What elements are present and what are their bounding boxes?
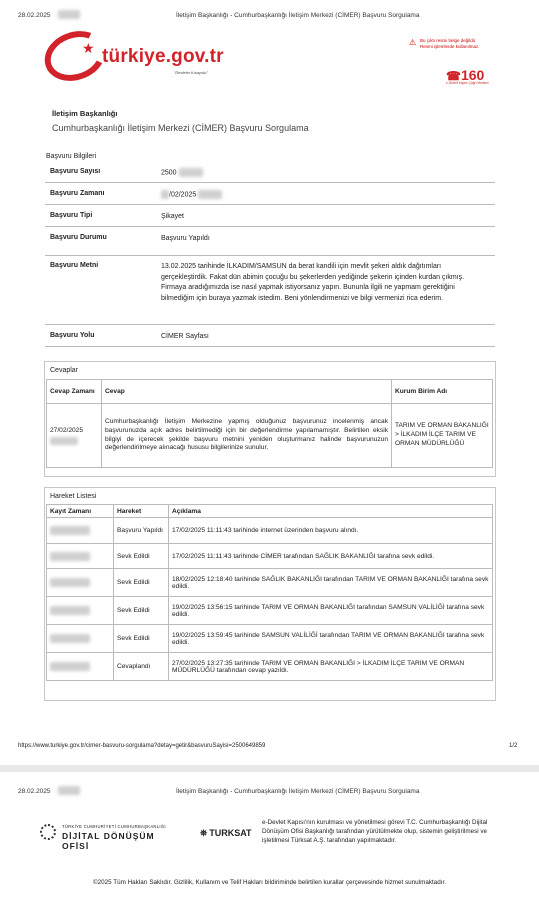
section-title-info: Başvuru Bilgileri [46,153,97,160]
warning-notice [409,38,497,50]
table-row [47,518,493,544]
digital-office-logo [40,822,180,858]
info-key: Başvuru Durumu [50,234,107,241]
info-value: Başvuru Yapıldı [161,235,210,242]
info-row-time [45,184,495,205]
info-key: Başvuru Sayısı [50,168,101,175]
edevlet-info-text: e-Devlet Kapısı'nın kurulması ve yönetilmesi görevi T.C. Cumhurbaşkanlığı Dijital Dönüşüm Ofisi Başkanlığı tarafından yürütülmekte olup, sistemin geliştirilmesi ve işletilmesi Türksat A.Ş. tarafından yapılmaktadır. [262,819,488,845]
table-row [47,544,493,569]
org-subtitle: Cumhurbaşkanlığı İletişim Merkezi (CİMER) Başvuru Sorgulama [52,123,309,133]
info-row-channel [45,326,495,347]
call-center-number: 160 [460,67,485,83]
redacted-block [50,552,90,561]
record-time-cell [47,653,114,681]
table-row [47,653,493,681]
action-cell: Başvuru Yapıldı [114,518,169,544]
redacted-block [50,526,90,535]
action-cell: Sevk Edildi [114,625,169,653]
info-row-type [45,206,495,227]
warning-line-1: Bu çıktı resmi belge değildir. [420,38,477,43]
description-cell: 17/02/2025 11:11:43 tarihinde internet üzerinden başvuru alındı. [169,518,493,544]
digital-office-line-2: DİJİTAL DÖNÜŞÜM OFİSİ [62,831,155,851]
turksat-logo [200,828,252,839]
info-value: Şikayet [161,213,184,220]
page-number: 1/2 [509,743,518,749]
logo-slogan: "Devletin Kısayolu" [174,70,208,75]
action-cell: Sevk Edildi [114,569,169,597]
col-description: Açıklama [169,505,493,518]
answers-table [46,379,493,468]
info-row-status [45,228,495,256]
col-answer: Cevap [102,380,392,404]
table-header-row [47,380,493,404]
action-cell: Sevk Edildi [114,544,169,569]
description-cell: 19/02/2025 13:56:15 tarihinde TARIM VE ORMAN BAKANLIĞI tarafından SAMSUN VALİLİĞİ tarafına sevk edildi. [169,597,493,625]
record-time-cell [47,544,114,569]
org-title: İletişim Başkanlığı [52,109,118,118]
record-time-cell [47,518,114,544]
digital-office-line-1: TÜRKİYE CUMHURİYETİ CUMHURBAŞKANLIĞI [62,824,166,829]
movements-table [46,504,493,681]
table-row [47,569,493,597]
info-key: Başvuru Metni [50,262,99,269]
header-date: 28.02.2025 [18,12,51,19]
description-cell: 17/02/2025 11:11:43 tarihinde CİMER tarafından SAĞLIK BAKANLIĞI tarafına sevk edildi. [169,544,493,569]
info-value: /02/2025 [161,190,489,201]
redacted-block [161,190,169,199]
description-cell: 18/02/2025 12:18:40 tarihinde SAĞLIK BAKANLIĞI tarafından TARIM VE ORMAN BAKANLIĞI tarafına sevk edildi. [169,569,493,597]
redacted-block [50,634,90,643]
record-time-cell [47,597,114,625]
table-header-row [47,505,493,518]
movements-panel [44,487,496,701]
col-record-time: Kayıt Zamanı [47,505,114,518]
phone-icon: ☎ [446,69,461,83]
turksat-satellite-icon: ⛯ [200,828,208,838]
record-time-cell [47,625,114,653]
redacted-block [50,578,90,587]
call-center-badge [446,67,489,85]
info-key: Başvuru Yolu [50,332,95,339]
action-cell: Cevaplandı [114,653,169,681]
info-row-number [45,162,495,183]
redacted-block [50,662,90,671]
turksat-text: TURKSAT [209,828,252,838]
copyright-text: ©2025 Tüm Hakları Saklıdır. Gizlilik, Kullanım ve Telif Hakları bildiriminde belirtilen kurallar çerçevesinde hizmet sunulmaktadır. [93,879,446,886]
table-row [47,597,493,625]
redacted-block [50,606,90,615]
warning-icon: ⚠ [409,38,417,47]
digital-office-emblem-icon [40,824,56,840]
answers-title: Cevaplar [50,367,79,374]
redacted-block [58,786,80,795]
answer-unit-cell: TARIM VE ORMAN BAKANLIĞI > İLKADIM İLÇE TARIM VE ORMAN MÜDÜRLÜĞÜ [392,404,493,468]
description-cell: 27/02/2025 13:27:35 tarihinde TARIM VE ORMAN BAKANLIĞI > İLKADIM İLÇE TARIM VE ORMAN MÜDÜRLÜĞÜ tarafından cevap yazıldı. [169,653,493,681]
info-key: Başvuru Zamanı [50,190,105,197]
header-date: 28.02.2025 [18,788,51,795]
turkiye-gov-logo[interactable] [44,28,264,86]
footer-url[interactable]: https://www.turkiye.gov.tr/cimer-basvuru-sorgulama?detay=getir&basvuruSayisi=2500649859 [18,743,266,749]
header-title: İletişim Başkanlığı - Cumhurbaşkanlığı İletişim Merkezi (CİMER) Başvuru Sorgulama [176,12,420,19]
redacted-block [50,437,78,445]
col-action: Hareket [114,505,169,518]
answer-text-cell: Cumhurbaşkanlığı İletişim Merkezine yapmış olduğunuz başvurunuz incelenmiş ancak başvurunuzda açık adres belirtilmediği için bir değerlendirme yapılamamıştır. Belirtilen eksik bilgiyi de içerecek şekilde başvuru metnini yeniden oluşturmanız halinde başvurunuzun değerlendirilmeye alınacağı hususu bilgilerinize sunulur. [102,404,392,468]
info-key: Başvuru Tipi [50,212,93,219]
info-value: 2500 [161,168,489,179]
info-row-text [45,256,495,325]
redacted-block [58,10,80,19]
answers-panel [44,361,496,477]
record-time-cell [47,569,114,597]
call-center-caption: e-Devlet Kapısı Çağrı Merkezi [446,81,489,85]
header-title: İletişim Başkanlığı - Cumhurbaşkanlığı İletişim Merkezi (CİMER) Başvuru Sorgulama [176,788,420,795]
info-value: 13.02.2025 tarihinde İLKADIM/SAMSUN da berat kandili için mevlit şekeri aldık dağıtımları gerçekleştirdik. Fakat dün abimin çocuğu bu şekerlerden yediğinde şekerin içinden kurdan çıkmış. Firmaya aradığımızda ise nasıl yapmak istiyorsanız yapın. Bununla ilgili ne yapmam gerektiğini bilmediğim için buraya yazmak istedim. Beni yönlendirmenizi ve bilgi vermenizi rica ederim. [161,263,465,302]
star-icon: ★ [82,40,95,56]
logo-text: türkiye.gov.tr [102,46,224,67]
table-row [47,404,493,468]
movements-title: Hareket Listesi [50,493,97,500]
info-value: CİMER Sayfası [161,333,209,340]
description-cell: 19/02/2025 13:59:45 tarihinde SAMSUN VALİLİĞİ tarafından TARIM VE ORMAN BAKANLIĞI tarafına sevk edildi. [169,625,493,653]
col-unit: Kurum Birim Adı [392,380,493,404]
warning-line-2: Resmi işlemlerde kullanılmaz. [420,43,480,49]
answer-time-cell: 27/02/2025 [47,404,102,468]
redacted-block [198,190,222,199]
col-answer-time: Cevap Zamanı [47,380,102,404]
redacted-block [179,168,203,177]
action-cell: Sevk Edildi [114,597,169,625]
table-row [47,625,493,653]
